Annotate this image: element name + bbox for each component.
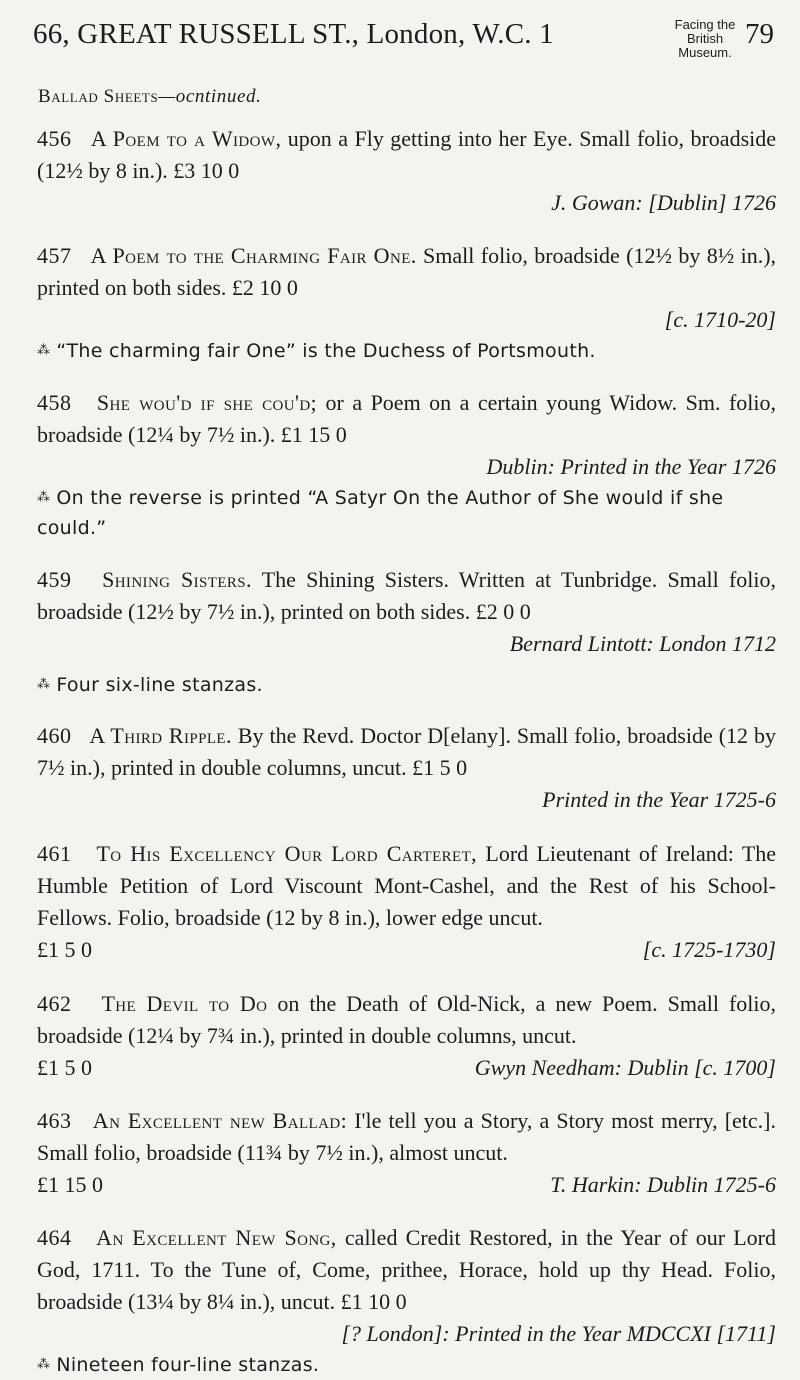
asterism-icon: ⁂: [37, 677, 51, 692]
entry-title: She wou'd if she cou'd;: [96, 390, 318, 415]
entry-number: 461: [37, 841, 72, 866]
entry-imprint: J. Gowan: [Dublin] 1726: [551, 190, 776, 215]
catalogue-entry: [37, 387, 776, 543]
entry-body: [37, 387, 776, 451]
entry-title: A Third Ripple.: [89, 723, 232, 748]
entry-imprint-line: [37, 187, 776, 219]
entry-body: [37, 564, 776, 628]
entry-title: An Excellent new Ballad:: [92, 1108, 348, 1133]
catalogue-entry: [37, 838, 776, 966]
entry-body: [37, 720, 776, 784]
asterism-icon: ⁂: [37, 1357, 51, 1372]
catalogue-entry: [37, 1222, 777, 1376]
entry-body: [37, 988, 776, 1052]
page-number: 79: [745, 18, 774, 50]
entry-imprint: T. Harkin: Dublin 1725-6: [550, 1172, 776, 1197]
entry-title: An Excellent New Song,: [96, 1225, 337, 1250]
section-title-text: Ballad Sheets: [38, 86, 159, 107]
entry-imprint-line: [37, 304, 776, 336]
entry-imprint: Printed in the Year 1725-6: [542, 787, 776, 812]
entry-imprint: Bernard Lintott: London 1712: [509, 631, 776, 656]
entry-number: 457: [37, 243, 72, 268]
entry-price: £1 5 0: [37, 1055, 92, 1080]
entry-imprint-line: [37, 934, 776, 966]
entry-body: [37, 123, 776, 187]
facing-line-2: British Museum.: [678, 31, 732, 60]
facing-line-1: Facing the: [674, 17, 736, 32]
entry-number: 462: [37, 991, 72, 1016]
entry-price: £1 15 0: [37, 1172, 103, 1197]
entry-number: 464: [37, 1225, 72, 1250]
asterism-icon: ⁂: [37, 343, 51, 358]
entry-imprint-line: [37, 1169, 776, 1201]
entry-imprint-line: [37, 628, 776, 660]
asterism-icon: ⁂: [37, 490, 51, 505]
entry-note-text: “The charming fair One” is the Duchess of Portsmouth.: [56, 340, 596, 362]
entry-note: [37, 670, 776, 700]
entry-imprint: [c. 1725-1730]: [642, 937, 776, 962]
entry-description: By the Revd. Doctor D[elany]. Small folio, broadside (12 by 7½ in.), printed in double columns, uncut. £1 5 0: [37, 723, 776, 780]
entry-description: Small folio, broadside (12½ by 8½ in.), printed on both sides. £2 10 0: [37, 243, 777, 300]
entry-description: called Credit Restored, in the Year of our Lord God, 1711. To the Tune of, Come, prithee, Horace, hold up thy Head. Folio, broadside (13¼ by 8¼ in.), uncut. £1 10 0: [37, 1225, 777, 1314]
entry-title: A Poem to the Charming Fair One.: [90, 243, 417, 268]
entry-imprint: Gwyn Needham: Dublin [c. 1700]: [474, 1055, 776, 1080]
entry-imprint-line: [37, 451, 776, 483]
entry-price: £1 5 0: [37, 937, 92, 962]
entry-description: on the Death of Old-Nick, a new Poem. Small folio, broadside (12¼ by 7¾ in.), printed in double columns, uncut.: [37, 991, 776, 1048]
entry-note-text: Four six-line stanzas.: [56, 674, 263, 696]
entry-imprint: Dublin: Printed in the Year 1726: [486, 454, 776, 479]
catalogue-entry: [37, 988, 776, 1084]
entry-description: I'le tell you a Story, a Story most merry, [etc.]. Small folio, broadside (11¾ by 7½ in.), almost uncut.: [37, 1108, 776, 1165]
entry-imprint-line: [37, 1052, 776, 1084]
entry-title: A Poem to a Widow,: [90, 126, 282, 151]
entry-number: 458: [37, 390, 72, 415]
entry-description: or a Poem on a certain young Widow. Sm. folio, broadside (12¼ by 7½ in.). £1 15 0: [37, 390, 776, 447]
entry-number: 463: [37, 1108, 72, 1133]
entry-number: 460: [37, 723, 72, 748]
entry-imprint: [c. 1710-20]: [664, 307, 776, 332]
entry-number: 459: [37, 567, 72, 592]
entry-title: The Devil to Do: [101, 991, 268, 1016]
entry-number: 456: [37, 126, 72, 151]
entry-title: Shining Sisters.: [102, 567, 252, 592]
entry-note: [37, 483, 776, 543]
entry-description: Lord Lieutenant of Ireland: The Humble Petition of Lord Viscount Mont-Cashel, and the Rest of his School-Fellows. Folio, broadside (12 by 8 in.), lower edge uncut.: [37, 841, 777, 930]
catalogue-entry: [37, 1105, 776, 1201]
entry-body: [37, 1222, 776, 1318]
entry-body: [37, 1105, 776, 1169]
catalogue-entry: [37, 240, 776, 366]
catalogue-entry: [37, 123, 776, 219]
entry-note: [37, 1350, 776, 1380]
entry-imprint: [? London]: Printed in the Year MDCCXI [1711]: [341, 1321, 776, 1346]
page-header: [33, 18, 780, 58]
catalogue-entry: [37, 720, 776, 816]
facing-note: [659, 18, 751, 60]
entry-description: upon a Fly getting into her Eye. Small folio, broadside (12½ by 8 in.). £3 10 0: [37, 126, 777, 183]
entry-description: The Shining Sisters. Written at Tunbridge. Small folio, broadside (12½ by 7½ in.), printed on both sides. £2 0 0: [37, 567, 777, 624]
entry-body: [37, 240, 776, 304]
entry-title: To His Excellency Our Lord Carteret,: [96, 841, 478, 866]
section-title: [38, 86, 261, 108]
running-head: 66, GREAT RUSSELL ST., London, W.C. 1: [33, 18, 554, 50]
entry-note-text: On the reverse is printed “A Satyr On the Author of She would if she could.”: [37, 487, 724, 539]
entry-body: [37, 838, 776, 934]
entry-imprint-line: [37, 784, 776, 816]
entry-note-text: Nineteen four-line stanzas.: [56, 1354, 320, 1376]
entry-imprint-line: [37, 1318, 776, 1350]
catalogue-entry: [37, 564, 776, 700]
section-continued: —ocntinued.: [158, 86, 262, 107]
entry-note: [37, 336, 776, 366]
